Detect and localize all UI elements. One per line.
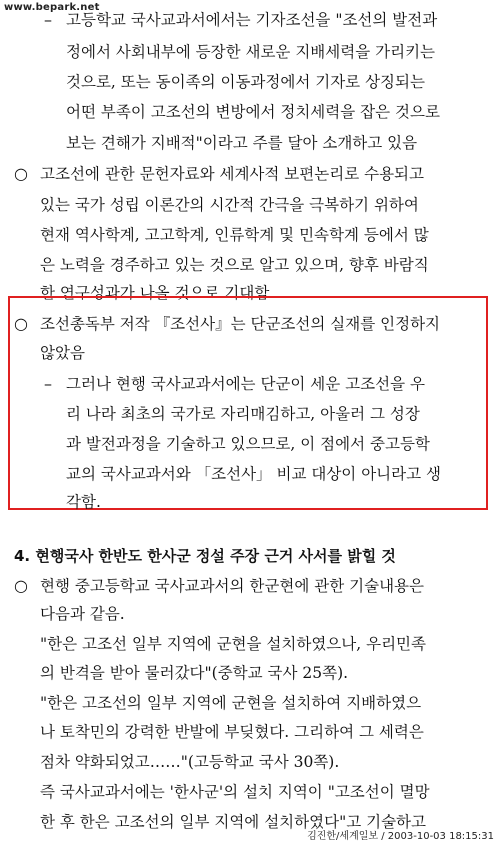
- text-line: 은 노력을 경주하고 있는 것으로 알고 있으며, 향후 바람직: [40, 256, 429, 274]
- text-line: 교의 국사교과서와 「조선사」 비교 대상이 아니라고 생: [66, 465, 441, 483]
- circle-bullet-icon: ○: [14, 314, 28, 333]
- circle-bullet-icon: ○: [14, 576, 28, 595]
- footer-watermark: 김진한/세계일보 / 2003-10-03 18:15:31: [307, 831, 494, 842]
- text-line: 않았음: [40, 344, 85, 362]
- text-line: 조선총독부 저작 『조선사』는 단군조선의 실재를 인정하지: [40, 315, 441, 333]
- text-line: "한은 고조선 일부 지역에 군현을 설치하였으나, 우리민족: [40, 635, 426, 653]
- text-line: 고등학교 국사교과서에서는 기자조선을 "조선의 발전과: [66, 11, 438, 29]
- circle-bullet-icon: ○: [14, 164, 28, 183]
- dash-marker: –: [44, 10, 52, 29]
- dash-marker: –: [44, 374, 52, 393]
- text-line: 의 반격을 받아 물러갔다"(중학교 국사 25쪽).: [40, 664, 349, 682]
- section-heading: 4. 현행국사 한반도 한사군 정설 주장 근거 사서를 밝힐 것: [14, 547, 396, 565]
- text-line: 보는 견해가 지배적"이라고 주를 달아 소개하고 있음: [66, 134, 418, 152]
- text-line: 리 나라 최초의 국가로 자리매김하고, 아울러 그 성장: [66, 405, 420, 423]
- text-line: 있는 국가 성립 이론간의 시간적 간극을 극복하기 위하여: [40, 196, 419, 214]
- text-line: 정에서 사회내부에 등장한 새로운 지배세력을 가리키는: [66, 43, 436, 61]
- text-line: 점차 약화되었고……"(고등학교 국사 30쪽).: [40, 753, 340, 771]
- text-line: 다음과 같음.: [40, 605, 125, 623]
- text-line: 각함.: [66, 493, 101, 511]
- text-line: "한은 고조선의 일부 지역에 군현을 설치하여 지배하였으: [40, 694, 422, 712]
- text-line: 그러나 현행 국사교과서에는 단군이 세운 고조선을 우: [66, 375, 425, 393]
- text-line: 한 후 한은 고조선의 일부 지역에 설치하였다"고 기술하고: [40, 813, 426, 831]
- text-line: 현재 역사학계, 고고학계, 인류학계 및 민속학계 등에서 많: [40, 226, 429, 244]
- text-line: 나 토착민의 강력한 반발에 부딪혔다. 그리하여 그 세력은: [40, 723, 424, 741]
- text-line: 즉 국사교과서에는 '한사군'의 설치 지역이 "고조선이 멸망: [40, 783, 430, 801]
- text-line: 어떤 부족이 고조선의 변방에서 정치세력을 잡은 것으로: [66, 103, 440, 121]
- text-line: 한 연구성과가 나올 것으로 기대함: [40, 284, 270, 302]
- text-line: 과 발전과정을 기술하고 있으므로, 이 점에서 중고등학: [66, 435, 430, 453]
- text-line: 것으로, 또는 동이족의 이동과정에서 기자로 상징되는: [66, 73, 425, 91]
- site-watermark: www.bepark.net: [4, 2, 100, 13]
- text-line: 현행 중고등학교 국사교과서의 한군현에 관한 기술내용은: [40, 577, 424, 595]
- text-line: 고조선에 관한 문헌자료와 세계사적 보편논리로 수용되고: [40, 165, 424, 183]
